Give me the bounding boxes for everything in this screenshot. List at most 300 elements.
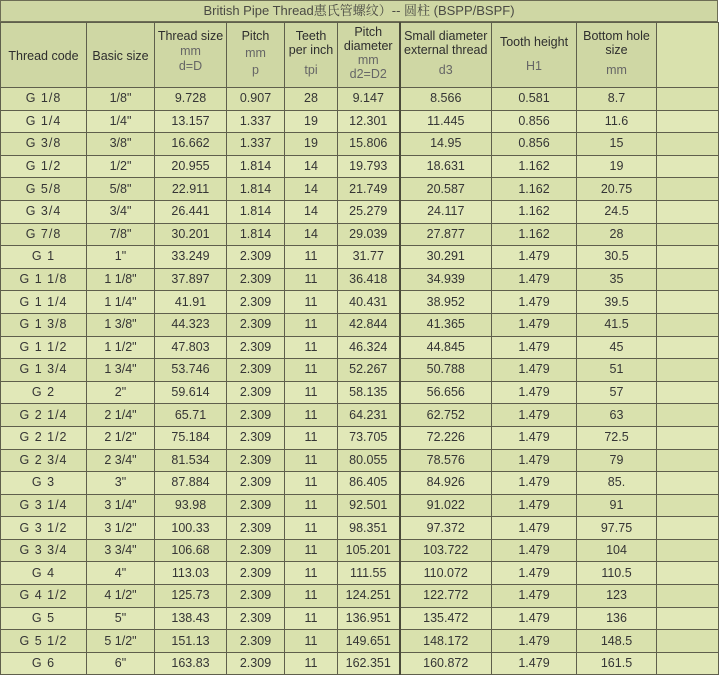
- cell-thread-code: G 1/4: [1, 110, 87, 133]
- cell-tooth-height: 1.162: [492, 200, 577, 223]
- cell-pitch: 2.309: [227, 562, 285, 585]
- cell-tooth-height: 1.162: [492, 223, 577, 246]
- table-row: [1, 336, 719, 359]
- cell-small-diameter: 160.872: [400, 652, 492, 675]
- cell-bottom-hole: 57: [577, 381, 657, 404]
- cell-tpi: 11: [285, 585, 338, 608]
- cell-thread-code: G 3: [1, 472, 87, 495]
- cell-empty: [657, 562, 719, 585]
- cell-tooth-height: 1.162: [492, 178, 577, 201]
- cell-basic-size: 1": [87, 246, 155, 269]
- cell-thread-size: 33.249: [155, 246, 227, 269]
- col-header-small-diameter: [400, 23, 492, 88]
- cell-thread-code: G 3 1/2: [1, 517, 87, 540]
- cell-bottom-hole: 41.5: [577, 313, 657, 336]
- cell-small-diameter: 44.845: [400, 336, 492, 359]
- cell-thread-size: 47.803: [155, 336, 227, 359]
- cell-bottom-hole: 123: [577, 585, 657, 608]
- cell-empty: [657, 133, 719, 156]
- cell-empty: [657, 155, 719, 178]
- cell-thread-size: 65.71: [155, 404, 227, 427]
- cell-small-diameter: 27.877: [400, 223, 492, 246]
- cell-tpi: 11: [285, 652, 338, 675]
- cell-tpi: 11: [285, 426, 338, 449]
- cell-basic-size: 1 1/8": [87, 268, 155, 291]
- cell-basic-size: 5 1/2": [87, 630, 155, 653]
- table-row: [1, 268, 719, 291]
- cell-pitch-diameter: 9.147: [338, 88, 400, 111]
- cell-small-diameter: 148.172: [400, 630, 492, 653]
- cell-tpi: 28: [285, 88, 338, 111]
- cell-tpi: 11: [285, 359, 338, 382]
- cell-thread-size: 87.884: [155, 472, 227, 495]
- table-body: [1, 88, 719, 675]
- cell-thread-code: G 1/8: [1, 88, 87, 111]
- cell-thread-code: G 1/2: [1, 155, 87, 178]
- cell-thread-code: G 7/8: [1, 223, 87, 246]
- cell-tpi: 11: [285, 472, 338, 495]
- cell-tooth-height: 1.479: [492, 313, 577, 336]
- cell-tooth-height: 0.856: [492, 133, 577, 156]
- cell-thread-size: 151.13: [155, 630, 227, 653]
- cell-bottom-hole: 45: [577, 336, 657, 359]
- cell-small-diameter: 41.365: [400, 313, 492, 336]
- cell-small-diameter: 24.117: [400, 200, 492, 223]
- cell-bottom-hole: 39.5: [577, 291, 657, 314]
- table-row: [1, 223, 719, 246]
- cell-thread-size: 53.746: [155, 359, 227, 382]
- cell-pitch: 2.309: [227, 336, 285, 359]
- cell-pitch-diameter: 73.705: [338, 426, 400, 449]
- cell-small-diameter: 20.587: [400, 178, 492, 201]
- cell-pitch: 2.309: [227, 246, 285, 269]
- cell-basic-size: 2 3/4": [87, 449, 155, 472]
- cell-empty: [657, 313, 719, 336]
- col-header-label: Teeth per inch: [288, 29, 334, 57]
- table-row: [1, 155, 719, 178]
- col-header-unit: mm: [180, 44, 201, 58]
- cell-basic-size: 3/4": [87, 200, 155, 223]
- cell-empty: [657, 88, 719, 111]
- cell-thread-code: G 3/8: [1, 133, 87, 156]
- cell-thread-code: G 1 3/4: [1, 359, 87, 382]
- col-header-symbol: d2=D2: [349, 67, 387, 81]
- col-header-thread-size: [155, 23, 227, 88]
- cell-tooth-height: 1.479: [492, 539, 577, 562]
- cell-basic-size: 7/8": [87, 223, 155, 246]
- cell-empty: [657, 291, 719, 314]
- col-header-unit: mm: [606, 63, 627, 77]
- cell-bottom-hole: 15: [577, 133, 657, 156]
- cell-pitch: 1.814: [227, 223, 285, 246]
- cell-tooth-height: 1.479: [492, 426, 577, 449]
- table-row: [1, 426, 719, 449]
- cell-basic-size: 1/4": [87, 110, 155, 133]
- col-header-symbol: tpi: [304, 63, 318, 77]
- cell-empty: [657, 630, 719, 653]
- cell-pitch: 1.814: [227, 200, 285, 223]
- cell-small-diameter: 135.472: [400, 607, 492, 630]
- cell-tpi: 11: [285, 336, 338, 359]
- cell-pitch: 2.309: [227, 472, 285, 495]
- col-header-symbol: d3: [438, 63, 453, 77]
- cell-tpi: 11: [285, 607, 338, 630]
- col-header-symbol: d=D: [178, 59, 203, 73]
- table-row: [1, 133, 719, 156]
- cell-thread-code: G 3/4: [1, 200, 87, 223]
- cell-thread-code: G 5: [1, 607, 87, 630]
- cell-pitch-diameter: 92.501: [338, 494, 400, 517]
- cell-tpi: 11: [285, 494, 338, 517]
- cell-pitch: 2.309: [227, 381, 285, 404]
- cell-pitch: 2.309: [227, 359, 285, 382]
- cell-tooth-height: 1.479: [492, 517, 577, 540]
- cell-bottom-hole: 11.6: [577, 110, 657, 133]
- cell-tpi: 11: [285, 449, 338, 472]
- cell-small-diameter: 11.445: [400, 110, 492, 133]
- cell-thread-code: G 1: [1, 246, 87, 269]
- cell-thread-size: 93.98: [155, 494, 227, 517]
- cell-pitch: 1.337: [227, 133, 285, 156]
- cell-pitch-diameter: 136.951: [338, 607, 400, 630]
- cell-thread-size: 16.662: [155, 133, 227, 156]
- cell-pitch-diameter: 29.039: [338, 223, 400, 246]
- cell-thread-size: 22.911: [155, 178, 227, 201]
- cell-empty: [657, 449, 719, 472]
- cell-small-diameter: 14.95: [400, 133, 492, 156]
- cell-pitch-diameter: 86.405: [338, 472, 400, 495]
- cell-tpi: 11: [285, 404, 338, 427]
- cell-pitch-diameter: 149.651: [338, 630, 400, 653]
- cell-bottom-hole: 97.75: [577, 517, 657, 540]
- cell-bottom-hole: 148.5: [577, 630, 657, 653]
- cell-small-diameter: 50.788: [400, 359, 492, 382]
- cell-thread-size: 125.73: [155, 585, 227, 608]
- cell-basic-size: 3/8": [87, 133, 155, 156]
- cell-bottom-hole: 72.5: [577, 426, 657, 449]
- cell-pitch: 2.309: [227, 607, 285, 630]
- cell-thread-code: G 1 1/4: [1, 291, 87, 314]
- table-row: [1, 517, 719, 540]
- cell-tooth-height: 1.479: [492, 246, 577, 269]
- cell-pitch: 0.907: [227, 88, 285, 111]
- col-header-basic-size: [87, 23, 155, 88]
- cell-tpi: 11: [285, 517, 338, 540]
- cell-bottom-hole: 35: [577, 268, 657, 291]
- cell-thread-code: G 5 1/2: [1, 630, 87, 653]
- cell-pitch: 2.309: [227, 494, 285, 517]
- cell-pitch-diameter: 36.418: [338, 268, 400, 291]
- cell-pitch: 2.309: [227, 426, 285, 449]
- cell-pitch: 1.814: [227, 155, 285, 178]
- col-header-label: Pitch: [241, 29, 270, 43]
- cell-pitch: 2.309: [227, 517, 285, 540]
- cell-thread-size: 163.83: [155, 652, 227, 675]
- cell-tooth-height: 1.479: [492, 472, 577, 495]
- col-header-bottom-hole-size: [577, 23, 657, 88]
- cell-basic-size: 3 1/4": [87, 494, 155, 517]
- cell-pitch-diameter: 21.749: [338, 178, 400, 201]
- cell-tooth-height: 1.479: [492, 291, 577, 314]
- cell-thread-size: 100.33: [155, 517, 227, 540]
- cell-pitch: 2.309: [227, 313, 285, 336]
- table-row: [1, 585, 719, 608]
- cell-empty: [657, 178, 719, 201]
- cell-small-diameter: 122.772: [400, 585, 492, 608]
- cell-empty: [657, 539, 719, 562]
- cell-empty: [657, 494, 719, 517]
- col-header-tooth-height: [492, 23, 577, 88]
- cell-tpi: 11: [285, 630, 338, 653]
- cell-thread-size: 26.441: [155, 200, 227, 223]
- cell-pitch-diameter: 98.351: [338, 517, 400, 540]
- cell-empty: [657, 517, 719, 540]
- cell-tpi: 14: [285, 155, 338, 178]
- cell-tooth-height: 0.856: [492, 110, 577, 133]
- cell-basic-size: 4": [87, 562, 155, 585]
- cell-bottom-hole: 63: [577, 404, 657, 427]
- cell-empty: [657, 110, 719, 133]
- cell-tooth-height: 1.479: [492, 268, 577, 291]
- cell-basic-size: 2 1/2": [87, 426, 155, 449]
- table-row: [1, 630, 719, 653]
- cell-thread-size: 9.728: [155, 88, 227, 111]
- cell-bottom-hole: 24.5: [577, 200, 657, 223]
- cell-thread-size: 13.157: [155, 110, 227, 133]
- cell-tooth-height: 1.162: [492, 155, 577, 178]
- col-header-symbol: p: [252, 63, 259, 77]
- cell-thread-code: G 4 1/2: [1, 585, 87, 608]
- cell-thread-code: G 6: [1, 652, 87, 675]
- cell-basic-size: 5": [87, 607, 155, 630]
- cell-thread-code: G 5/8: [1, 178, 87, 201]
- cell-empty: [657, 652, 719, 675]
- cell-empty: [657, 404, 719, 427]
- cell-tpi: 11: [285, 246, 338, 269]
- table-row: [1, 110, 719, 133]
- cell-pitch-diameter: 15.806: [338, 133, 400, 156]
- table-row: [1, 359, 719, 382]
- cell-small-diameter: 91.022: [400, 494, 492, 517]
- col-header-label: Basic size: [92, 49, 149, 63]
- col-header-label: Small diameter external thread: [404, 29, 488, 57]
- cell-thread-size: 75.184: [155, 426, 227, 449]
- cell-pitch: 1.337: [227, 110, 285, 133]
- cell-pitch-diameter: 105.201: [338, 539, 400, 562]
- cell-small-diameter: 103.722: [400, 539, 492, 562]
- cell-empty: [657, 359, 719, 382]
- cell-pitch-diameter: 111.55: [338, 562, 400, 585]
- cell-small-diameter: 62.752: [400, 404, 492, 427]
- cell-empty: [657, 472, 719, 495]
- cell-basic-size: 3 3/4": [87, 539, 155, 562]
- cell-pitch-diameter: 12.301: [338, 110, 400, 133]
- cell-thread-size: 113.03: [155, 562, 227, 585]
- col-header-unit: mm: [245, 46, 266, 60]
- cell-thread-code: G 4: [1, 562, 87, 585]
- table-row: [1, 381, 719, 404]
- cell-basic-size: 3 1/2": [87, 517, 155, 540]
- cell-empty: [657, 607, 719, 630]
- cell-small-diameter: 30.291: [400, 246, 492, 269]
- cell-empty: [657, 200, 719, 223]
- cell-thread-code: G 1 3/8: [1, 313, 87, 336]
- col-header-empty: [657, 23, 719, 88]
- cell-pitch-diameter: 25.279: [338, 200, 400, 223]
- cell-thread-code: G 2 1/2: [1, 426, 87, 449]
- cell-thread-code: G 3 1/4: [1, 494, 87, 517]
- cell-tpi: 11: [285, 291, 338, 314]
- cell-empty: [657, 246, 719, 269]
- cell-pitch-diameter: 52.267: [338, 359, 400, 382]
- cell-basic-size: 2 1/4": [87, 404, 155, 427]
- cell-basic-size: 2": [87, 381, 155, 404]
- cell-tooth-height: 0.581: [492, 88, 577, 111]
- cell-empty: [657, 336, 719, 359]
- cell-tooth-height: 1.479: [492, 381, 577, 404]
- table-row: [1, 313, 719, 336]
- cell-thread-code: G 1 1/8: [1, 268, 87, 291]
- cell-pitch-diameter: 46.324: [338, 336, 400, 359]
- cell-basic-size: 1 1/4": [87, 291, 155, 314]
- table-row: [1, 246, 719, 269]
- col-header-symbol: H1: [526, 59, 542, 73]
- table-row: [1, 404, 719, 427]
- table-title: British Pipe Thread惠氏管螺纹）-- 圆柱 (BSPP/BSPF): [0, 0, 718, 22]
- cell-thread-size: 41.91: [155, 291, 227, 314]
- table-row: [1, 178, 719, 201]
- cell-basic-size: 1/2": [87, 155, 155, 178]
- cell-pitch: 1.814: [227, 178, 285, 201]
- table-row: [1, 449, 719, 472]
- col-header-teeth-per-inch: [285, 23, 338, 88]
- cell-pitch: 2.309: [227, 449, 285, 472]
- cell-thread-size: 106.68: [155, 539, 227, 562]
- cell-pitch: 2.309: [227, 585, 285, 608]
- cell-thread-size: 20.955: [155, 155, 227, 178]
- cell-bottom-hole: 8.7: [577, 88, 657, 111]
- cell-thread-code: G 2 3/4: [1, 449, 87, 472]
- cell-bottom-hole: 110.5: [577, 562, 657, 585]
- cell-basic-size: 1 3/4": [87, 359, 155, 382]
- cell-bottom-hole: 20.75: [577, 178, 657, 201]
- cell-tooth-height: 1.479: [492, 404, 577, 427]
- cell-basic-size: 6": [87, 652, 155, 675]
- cell-thread-size: 37.897: [155, 268, 227, 291]
- cell-bottom-hole: 79: [577, 449, 657, 472]
- cell-basic-size: 1 3/8": [87, 313, 155, 336]
- cell-bottom-hole: 161.5: [577, 652, 657, 675]
- table-row: [1, 562, 719, 585]
- cell-tpi: 11: [285, 268, 338, 291]
- cell-tpi: 14: [285, 223, 338, 246]
- table-header-row: [1, 23, 719, 88]
- cell-small-diameter: 97.372: [400, 517, 492, 540]
- cell-pitch: 2.309: [227, 539, 285, 562]
- cell-tooth-height: 1.479: [492, 336, 577, 359]
- cell-thread-size: 138.43: [155, 607, 227, 630]
- cell-empty: [657, 381, 719, 404]
- cell-small-diameter: 56.656: [400, 381, 492, 404]
- table-row: [1, 291, 719, 314]
- cell-thread-size: 59.614: [155, 381, 227, 404]
- cell-tooth-height: 1.479: [492, 449, 577, 472]
- bspp-thread-table: [0, 22, 719, 675]
- cell-bottom-hole: 51: [577, 359, 657, 382]
- cell-empty: [657, 585, 719, 608]
- cell-basic-size: 1 1/2": [87, 336, 155, 359]
- cell-bottom-hole: 19: [577, 155, 657, 178]
- cell-basic-size: 4 1/2": [87, 585, 155, 608]
- cell-pitch-diameter: 31.77: [338, 246, 400, 269]
- cell-tooth-height: 1.479: [492, 630, 577, 653]
- col-header-thread-code: [1, 23, 87, 88]
- cell-small-diameter: 18.631: [400, 155, 492, 178]
- cell-pitch-diameter: 40.431: [338, 291, 400, 314]
- cell-pitch: 2.309: [227, 652, 285, 675]
- col-header-label: Thread code: [8, 49, 79, 63]
- cell-tpi: 11: [285, 539, 338, 562]
- col-header-pitch: [227, 23, 285, 88]
- cell-pitch-diameter: 80.055: [338, 449, 400, 472]
- cell-bottom-hole: 30.5: [577, 246, 657, 269]
- cell-bottom-hole: 104: [577, 539, 657, 562]
- cell-tooth-height: 1.479: [492, 652, 577, 675]
- cell-tooth-height: 1.479: [492, 359, 577, 382]
- cell-pitch-diameter: 124.251: [338, 585, 400, 608]
- cell-basic-size: 3": [87, 472, 155, 495]
- cell-bottom-hole: 85.: [577, 472, 657, 495]
- cell-empty: [657, 426, 719, 449]
- cell-tpi: 19: [285, 133, 338, 156]
- cell-small-diameter: 34.939: [400, 268, 492, 291]
- table-row: [1, 472, 719, 495]
- cell-thread-size: 81.534: [155, 449, 227, 472]
- col-header-label: Thread size: [157, 29, 224, 43]
- cell-thread-size: 44.323: [155, 313, 227, 336]
- col-header-label: Tooth height: [499, 35, 569, 49]
- cell-bottom-hole: 136: [577, 607, 657, 630]
- table-row: [1, 88, 719, 111]
- col-header-pitch-diameter: [338, 23, 400, 88]
- cell-tpi: 11: [285, 562, 338, 585]
- cell-tpi: 14: [285, 200, 338, 223]
- cell-bottom-hole: 91: [577, 494, 657, 517]
- col-header-label: Bottom hole size: [583, 29, 650, 57]
- cell-thread-size: 30.201: [155, 223, 227, 246]
- cell-basic-size: 1/8": [87, 88, 155, 111]
- cell-pitch: 2.309: [227, 268, 285, 291]
- col-header-unit: mm: [357, 53, 379, 67]
- cell-pitch-diameter: 42.844: [338, 313, 400, 336]
- cell-pitch: 2.309: [227, 630, 285, 653]
- col-header-label: Pitch diameter: [343, 25, 393, 53]
- cell-tpi: 19: [285, 110, 338, 133]
- cell-small-diameter: 38.952: [400, 291, 492, 314]
- cell-pitch-diameter: 58.135: [338, 381, 400, 404]
- table-row: [1, 200, 719, 223]
- cell-tooth-height: 1.479: [492, 607, 577, 630]
- cell-empty: [657, 268, 719, 291]
- cell-tooth-height: 1.479: [492, 562, 577, 585]
- cell-thread-code: G 3 3/4: [1, 539, 87, 562]
- table-row: [1, 539, 719, 562]
- cell-tooth-height: 1.479: [492, 585, 577, 608]
- cell-tpi: 14: [285, 178, 338, 201]
- cell-tpi: 11: [285, 381, 338, 404]
- cell-bottom-hole: 28: [577, 223, 657, 246]
- table-row: [1, 652, 719, 675]
